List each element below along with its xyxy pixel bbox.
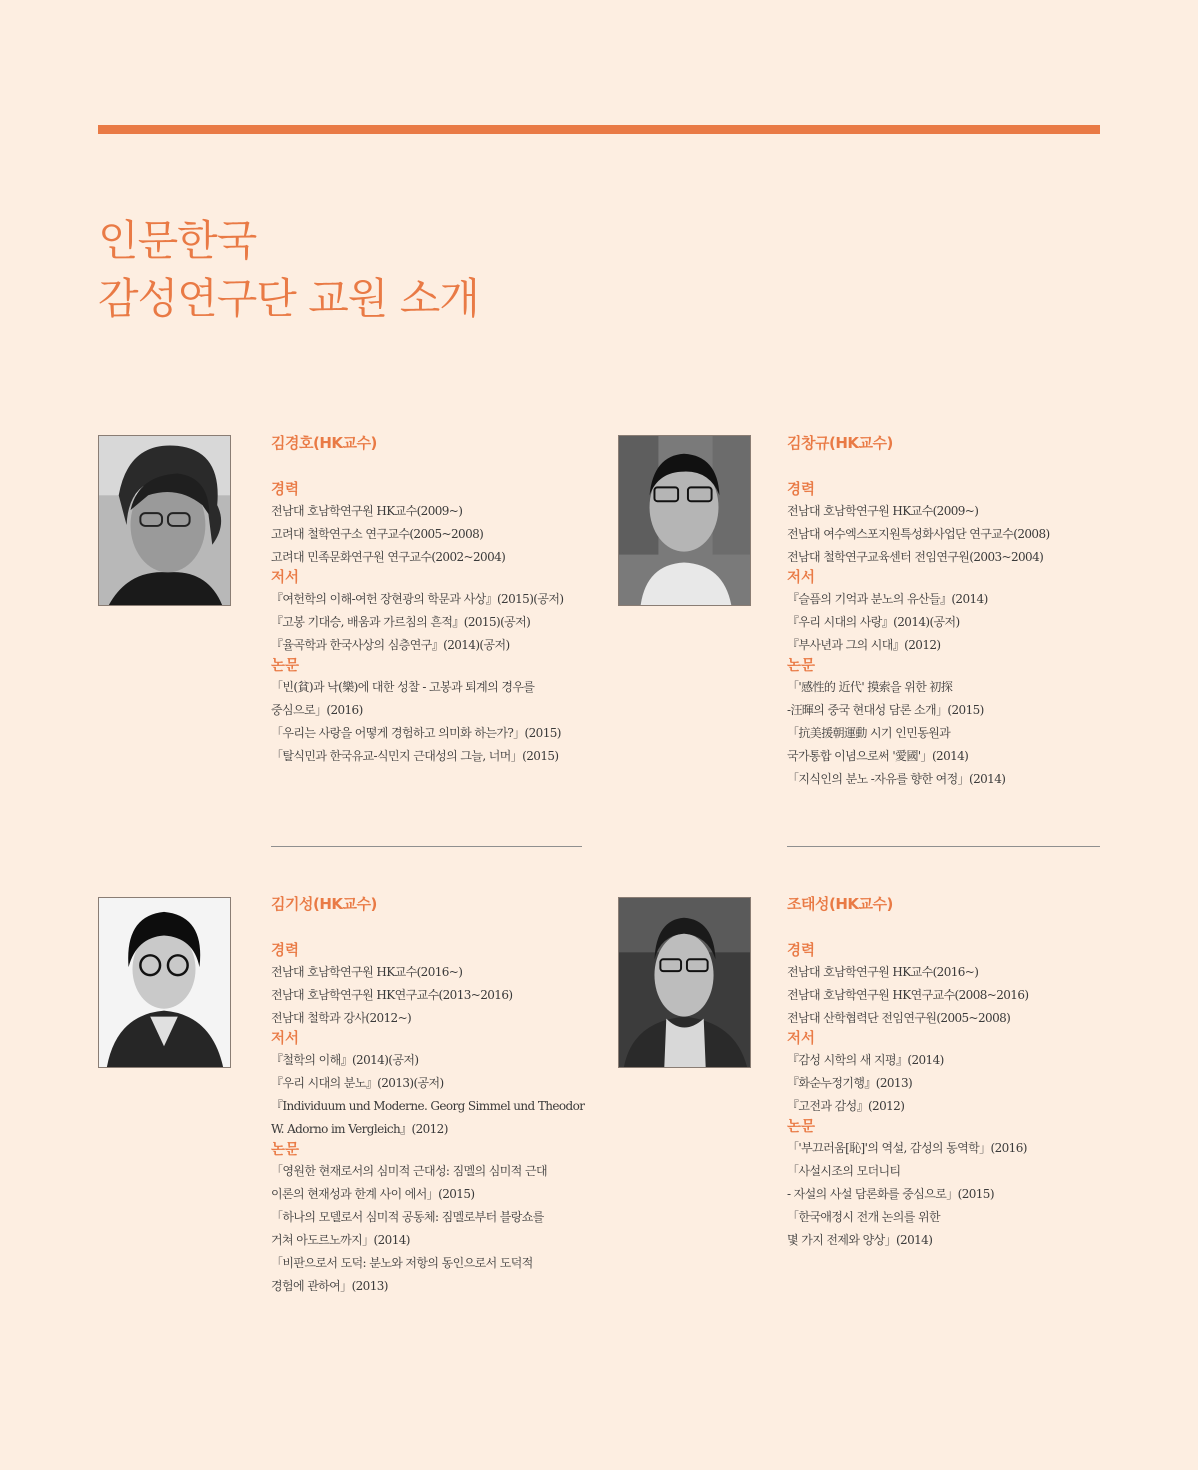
papers-heading: 논문 — [271, 658, 300, 674]
paper-item: 「영원한 현재로서의 심미적 근대성: 짐멜의 심미적 근대 — [271, 1164, 547, 1178]
career-item: 전남대 호남학연구원 HK교수(2009~) — [271, 504, 463, 518]
profile-photo — [98, 897, 231, 1068]
book-item: 『감성 시학의 새 지평』(2014) — [787, 1053, 944, 1067]
paper-item: 국가통합 이념으로써 '愛國'」(2014) — [787, 749, 969, 763]
career-heading: 경력 — [787, 943, 816, 959]
paper-item: 「탈식민과 한국유교-식민지 근대성의 그늘, 너머」(2015) — [271, 749, 559, 763]
career-item: 고려대 철학연구소 연구교수(2005~2008) — [271, 527, 484, 541]
papers-heading: 논문 — [787, 658, 816, 674]
section-divider — [271, 846, 582, 847]
page-title — [98, 212, 479, 328]
book-item: 『우리 시대의 분노』(2013)(공저) — [271, 1076, 444, 1090]
career-item: 전남대 호남학연구원 HK연구교수(2013~2016) — [271, 988, 513, 1002]
profile-photo — [618, 897, 751, 1068]
book-item: 『철학의 이해』(2014)(공저) — [271, 1053, 419, 1067]
paper-item: 「우리는 사랑을 어떻게 경험하고 의미화 하는가?」(2015) — [271, 726, 561, 740]
paper-item: 경험에 관하여」(2013) — [271, 1279, 388, 1293]
career-heading: 경력 — [271, 482, 300, 498]
book-item: 『고전과 감성』(2012) — [787, 1099, 905, 1113]
career-heading: 경력 — [787, 482, 816, 498]
career-item: 전남대 호남학연구원 HK교수(2016~) — [787, 965, 979, 979]
book-item: 『화순누정기행』(2013) — [787, 1076, 913, 1090]
career-item: 전남대 호남학연구원 HK교수(2009~) — [787, 504, 979, 518]
paper-item: 「'부끄러움[恥]'의 역설, 감성의 동역학」(2016) — [787, 1141, 1027, 1155]
books-heading: 저서 — [271, 1031, 300, 1047]
papers-heading: 논문 — [271, 1142, 300, 1158]
career-item: 전남대 철학연구교육센터 전임연구원(2003~2004) — [787, 550, 1044, 564]
header-accent-bar — [98, 125, 1100, 134]
book-item: 『Individuum und Moderne. Georg Simmel und Theodor — [271, 1099, 585, 1113]
paper-item: 거쳐 아도르노까지」(2014) — [271, 1233, 410, 1247]
paper-item: 「지식인의 분노 -자유를 향한 여정」(2014) — [787, 772, 1006, 786]
book-item: 『우리 시대의 사랑』(2014)(공저) — [787, 615, 960, 629]
profile-name: 김경호(HK교수) — [271, 434, 377, 452]
paper-item: 「사설시조의 모더니티 — [787, 1164, 901, 1178]
paper-item: 몇 가지 전제와 양상」(2014) — [787, 1233, 933, 1247]
books-heading: 저서 — [787, 1031, 816, 1047]
book-item: 『율곡학과 한국사상의 심층연구』(2014)(공저) — [271, 638, 510, 652]
career-item: 전남대 여수엑스포지원특성화사업단 연구교수(2008) — [787, 527, 1050, 541]
paper-item: 「비판으로서 도덕: 분노와 저항의 동인으로서 도덕적 — [271, 1256, 533, 1270]
paper-item: 「빈(貧)과 낙(樂)에 대한 성찰 - 고봉과 퇴계의 경우를 — [271, 680, 535, 694]
paper-item: 「'感性的 近代' 摸索을 위한 初探 — [787, 680, 953, 694]
career-item: 전남대 호남학연구원 HK연구교수(2008~2016) — [787, 988, 1029, 1002]
profile-name: 조태성(HK교수) — [787, 895, 893, 913]
profile-info — [271, 894, 584, 1298]
profile-name: 김기성(HK교수) — [271, 895, 377, 913]
page-title-line2: 감성연구단 교원 소개 — [98, 274, 479, 323]
book-item: 『부사년과 그의 시대』(2012) — [787, 638, 941, 652]
profile-info — [787, 894, 1028, 1252]
papers-heading: 논문 — [787, 1119, 816, 1135]
career-item: 전남대 산학협력단 전임연구원(2005~2008) — [787, 1011, 1011, 1025]
career-item: 고려대 민족문화연구원 연구교수(2002~2004) — [271, 550, 506, 564]
book-item: W. Adorno im Vergleich』(2012) — [271, 1122, 448, 1136]
books-heading: 저서 — [271, 570, 300, 586]
paper-item: 「抗美援朝運動 시기 인민동원과 — [787, 726, 951, 740]
profile-photo — [98, 435, 231, 606]
book-item: 『슬픔의 기억과 분노의 유산들』(2014) — [787, 592, 988, 606]
career-item: 전남대 철학과 강사(2012~) — [271, 1011, 412, 1025]
profile-info — [271, 433, 563, 768]
profile-name: 김창규(HK교수) — [787, 434, 893, 452]
profile-photo — [618, 435, 751, 606]
books-heading: 저서 — [787, 570, 816, 586]
career-heading: 경력 — [271, 943, 300, 959]
paper-item: 중심으로」(2016) — [271, 703, 363, 717]
book-item: 『여헌학의 이해-여헌 장현광의 학문과 사상』(2015)(공저) — [271, 592, 564, 606]
paper-item: -汪暉의 중국 현대성 담론 소개」(2015) — [787, 703, 984, 717]
paper-item: 이론의 현재성과 한계 사이 에서」(2015) — [271, 1187, 475, 1201]
paper-item: - 자설의 사설 담론화를 중심으로」(2015) — [787, 1187, 994, 1201]
section-divider — [787, 846, 1100, 847]
page-title-line1: 인문한국 — [98, 216, 257, 265]
paper-item: 「한국애정시 전개 논의를 위한 — [787, 1210, 940, 1224]
career-item: 전남대 호남학연구원 HK교수(2016~) — [271, 965, 463, 979]
profile-info — [787, 433, 1050, 791]
book-item: 『고봉 기대승, 배움과 가르침의 흔적』(2015)(공저) — [271, 615, 531, 629]
paper-item: 「하나의 모델로서 심미적 공동체: 짐멜로부터 블랑쇼를 — [271, 1210, 544, 1224]
